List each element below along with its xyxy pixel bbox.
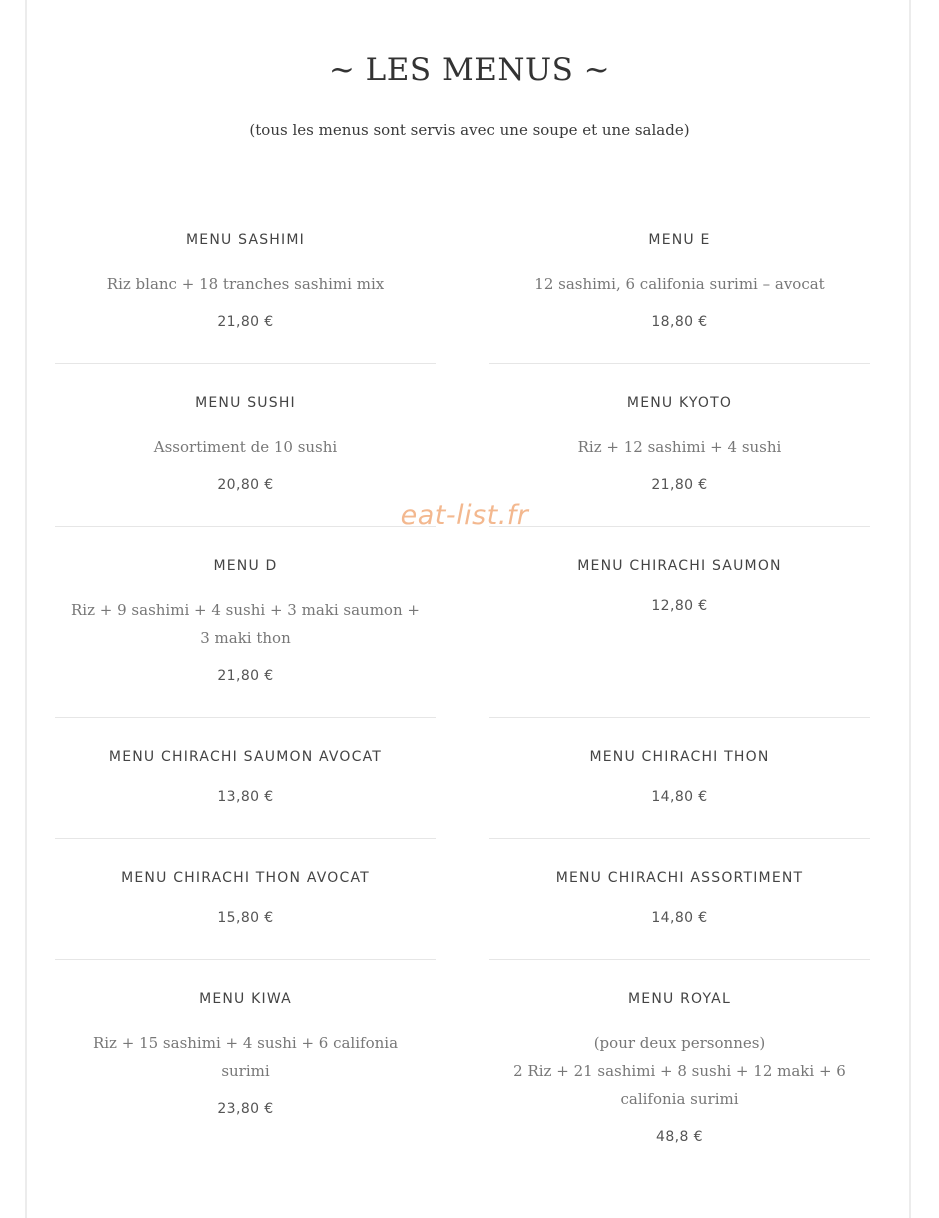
menu-item-chirachi-thon [489, 747, 870, 807]
menu-name: MENU SASHIMI [186, 232, 305, 248]
menu-name: MENU CHIRACHI SAUMON [577, 558, 782, 574]
menu-price: 14,80 € [651, 910, 708, 926]
menu-name: MENU SUSHI [195, 395, 296, 411]
menu-price: 12,80 € [651, 598, 708, 614]
menu-description-note: (pour deux personnes) [593, 1034, 766, 1052]
menu-description: 12 sashimi, 6 califonia surimi – avocat [534, 275, 825, 293]
divider [489, 363, 870, 364]
menu-name: MENU CHIRACHI THON [589, 749, 770, 765]
menu-description: Riz blanc + 18 tranches sashimi mix [106, 275, 385, 293]
menu-price: 48,8 € [656, 1129, 703, 1145]
divider [489, 717, 870, 718]
menu-item-chirachi-saumon [489, 556, 870, 616]
menu-item-e [489, 230, 870, 332]
menu-name: MENU KIWA [199, 991, 292, 1007]
page-subtitle: (tous les menus sont servis avec une soupe et une salade) [249, 121, 690, 139]
menu-item-chirachi-saumon-avocat [55, 747, 436, 807]
menu-name: MENU CHIRACHI THON AVOCAT [121, 870, 370, 886]
menu-price: 18,80 € [651, 314, 708, 330]
menu-price: 23,80 € [217, 1101, 274, 1117]
menu-name: MENU CHIRACHI ASSORTIMENT [555, 870, 804, 886]
menu-item-royal [489, 989, 870, 1147]
menu-description: Riz + 15 sashimi + 4 sushi + 6 califonia surimi [92, 1034, 399, 1080]
menu-price: 21,80 € [651, 477, 708, 493]
menu-description: Riz + 12 sashimi + 4 sushi [577, 438, 782, 456]
menu-price: 15,80 € [217, 910, 274, 926]
menu-description: Riz + 9 sashimi + 4 sushi + 3 maki saumon + 3 maki thon [71, 601, 420, 647]
menu-price: 20,80 € [217, 477, 274, 493]
menu-name: MENU CHIRACHI SAUMON AVOCAT [108, 749, 383, 765]
menu-name: MENU KYOTO [626, 395, 733, 411]
divider [489, 838, 870, 839]
menu-item-sushi [55, 393, 436, 495]
divider [489, 959, 870, 960]
menu-price: 21,80 € [217, 314, 274, 330]
menu-item-sashimi [55, 230, 436, 332]
menu-item-chirachi-assortiment [489, 868, 870, 928]
divider [55, 959, 436, 960]
menu-price: 13,80 € [217, 789, 274, 805]
menu-name: MENU D [213, 558, 278, 574]
menu-name: MENU E [648, 232, 711, 248]
menu-description: 2 Riz + 21 sashimi + 8 sushi + 12 maki + 6 califonia surimi [513, 1062, 846, 1108]
menu-item-kiwa [55, 989, 436, 1119]
page-title: ~ LES MENUS ~ [328, 52, 611, 88]
divider [55, 363, 436, 364]
menu-price: 14,80 € [651, 789, 708, 805]
divider [55, 838, 436, 839]
menu-item-d [55, 556, 436, 686]
watermark: eat-list.fr [400, 500, 529, 531]
menu-name: MENU ROYAL [628, 991, 731, 1007]
menu-price: 21,80 € [217, 668, 274, 684]
menu-item-kyoto [489, 393, 870, 495]
menu-item-chirachi-thon-avocat [55, 868, 436, 928]
menu-description: Assortiment de 10 sushi [153, 438, 338, 456]
divider [55, 717, 436, 718]
